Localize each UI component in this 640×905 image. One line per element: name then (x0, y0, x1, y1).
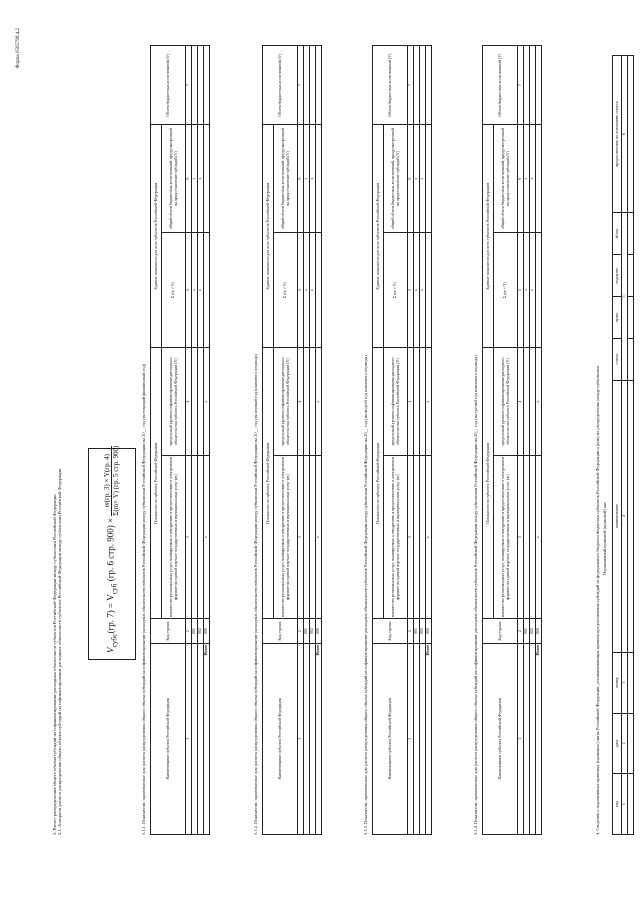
column-number: 1 (518, 643, 524, 834)
formula-numerator (103, 446, 112, 516)
total-code: 900 (536, 619, 542, 643)
column-number: 6 (408, 125, 414, 233)
formula-box (88, 445, 136, 660)
column-number: 2 (622, 713, 628, 774)
column-number: 4 (298, 348, 304, 456)
footer-col-header: предоставление по основанию статуса (613, 56, 622, 213)
footer-subtitle: Нормативный правовой (правовой) акт (602, 502, 607, 575)
cell-value[interactable]: x (310, 232, 316, 347)
cell-value: x (426, 455, 432, 619)
cell-value[interactable] (204, 232, 210, 347)
section-title: 3.1.2. Показатели, применяемые для расчета распределения общего объема субсидий на софинансирование расходных обязательств субъектов Российской Федерации между субъектами Российской Федерации на 20__ год (на первый год планового периода) (253, 354, 258, 835)
table-header-row (483, 46, 494, 835)
col-header-col3: количество региональных услуг, планируемых к внедрению и предоставлению в электронном формате на единой портале государственных и муниципальных услуг (m) (274, 455, 298, 619)
column-number: 1 (186, 643, 192, 834)
cell-value[interactable] (316, 46, 322, 125)
cell-code: 002 (198, 619, 204, 643)
col-header-col3: количество региональных услуг, планируемых к внедрению и предоставлению в электронном формате на единой портале государственных и муниципальных услуг (m) (494, 455, 518, 619)
col-header-col6: общий объем бюджетных ассигнований, предусмотренный на предоставление субсидий (V) (274, 125, 298, 233)
col-header-group2: Единые показатели для всех субъектов Российской Федерации (151, 125, 162, 348)
section-title: 3.1.4. Показатели, применяемые для расчета распределения общего объема субсидий на софинансирование расходных обязательств субъектов Российской Федерации между субъектами Российской Федерации на 20__ год (на третий год планового периода) (473, 355, 478, 835)
form-reference: Форма 0505798.4.2 (16, 28, 21, 69)
footer-col-header: абзац (613, 213, 622, 255)
col-header-group2: Единые показатели для всех субъектов Российской Федерации (373, 125, 384, 348)
table-header-row (373, 46, 384, 835)
cell-value[interactable] (426, 46, 432, 125)
column-number: 4 (622, 380, 628, 652)
col-header-group1: Показатели по субъекту Российской Федерации (151, 348, 162, 619)
column-number: 5 (408, 232, 414, 347)
total-row (426, 46, 432, 835)
intro-text (52, 35, 63, 835)
cell-value: x (426, 348, 432, 456)
column-number: 4 (408, 348, 414, 456)
footer-col-header: наименование (613, 380, 622, 652)
cell-value[interactable] (628, 713, 634, 774)
col-header-group1: Показатели по субъекту Российской Федерации (483, 348, 494, 619)
cell-value[interactable] (628, 297, 634, 339)
column-number: 7 (408, 46, 414, 125)
col-header-code: Код строки (373, 619, 408, 643)
column-number: 1 (622, 774, 628, 835)
col-header-col4: предельный уровень софинансирования расходного обязательства субъекта Российской Федерации (Y) (494, 348, 518, 456)
table-header-row (263, 46, 274, 835)
total-label: Итого (204, 643, 210, 834)
col-header-col5: Σ (m × Y) (384, 232, 408, 347)
column-number: 3 (518, 455, 524, 619)
col-header-code: Код строки (483, 619, 518, 643)
col-header-col6: общий объем бюджетных ассигнований, предусмотренный на предоставление субсидий (V) (384, 125, 408, 233)
cell-value[interactable] (628, 213, 634, 255)
table-header-row (151, 46, 162, 835)
column-number: 5 (622, 213, 628, 380)
total-row (316, 46, 322, 835)
column-number: 3 (186, 455, 192, 619)
footer-col-header: номер (613, 652, 622, 713)
cell-value[interactable] (628, 774, 634, 835)
total-code: 900 (316, 619, 322, 643)
footer-section (595, 366, 607, 835)
cell-value[interactable]: x (310, 125, 316, 233)
total-label: Итого (426, 643, 432, 834)
col-header-col5: Σ (m × Y) (274, 232, 298, 347)
cell-value[interactable] (316, 125, 322, 233)
col-header-group1: Показатели по субъекту Российской Федерации (263, 348, 274, 619)
col-header-7: Объем бюджетных ассигнований (V) (263, 46, 298, 125)
cell-value[interactable] (628, 652, 634, 713)
col-header-group1: Показатели по субъекту Российской Федерации (373, 348, 384, 619)
footer-col-header: вид (613, 774, 622, 835)
col-header-col3: количество региональных услуг, планируемых к внедрению и предоставлению в электронном формате на единой портале государственных и муниципальных услуг (m) (384, 455, 408, 619)
column-number: 6 (298, 125, 304, 233)
section-table (262, 45, 322, 835)
footer-table (612, 55, 634, 835)
formula-num-m: m (103, 502, 111, 508)
column-number: 2 (408, 619, 414, 643)
column-number: 5 (518, 232, 524, 347)
column-number: 5 (186, 232, 192, 347)
cell-value[interactable]: x (198, 125, 204, 233)
cell-value[interactable] (536, 46, 542, 125)
column-number: 2 (186, 619, 192, 643)
footer-title: 4. Сведения о нормативных правовых (правовых) актах Российской Федерации, устанавливающих правила предоставления субсидий из федерального бюджета бюджетам субъектов Российской Федерации и (или) их распределения между субъектами (595, 366, 600, 835)
cell-code: 001 (192, 619, 198, 643)
cell-value[interactable]: x (420, 232, 426, 347)
formula-denominator (112, 446, 120, 516)
formula-v-sub: суб (109, 583, 119, 595)
table-header-row (613, 56, 622, 835)
col-header-code: Код строки (263, 619, 298, 643)
formula-den-rest: (m (112, 503, 120, 512)
footer-col-header: подпункт (613, 255, 622, 297)
section-table (372, 45, 432, 835)
col-header-name: Наименование субъекта Российской Федерации (151, 643, 186, 834)
table-row (628, 56, 634, 835)
cell-value: x (204, 455, 210, 619)
column-number: 2 (518, 619, 524, 643)
col-header-col5: Σ (m × Y) (494, 232, 518, 347)
formula-lhs-sub: субс (109, 633, 119, 648)
col-header-name: Наименование субъекта Российской Федерации (263, 643, 298, 834)
col-header-7: Объем бюджетных ассигнований (V) (151, 46, 186, 125)
col-header-code: Код строки (151, 619, 186, 643)
column-number: 5 (298, 232, 304, 347)
col-header-name: Наименование субъекта Российской Федерации (483, 643, 518, 834)
column-number: 6 (186, 125, 192, 233)
cell-value[interactable]: x (414, 125, 420, 233)
col-header-col5: Σ (m × Y) (162, 232, 186, 347)
formula-den-tail: × Y) (гр. 5 стр. 900) (112, 445, 120, 504)
formula-num-tail: (гр. 4) (103, 454, 111, 473)
total-row (536, 46, 542, 835)
cell-code: 001 (414, 619, 420, 643)
column-number: 1 (408, 643, 414, 834)
col-header-7: Объем бюджетных ассигнований (V) (373, 46, 408, 125)
cell-value[interactable] (628, 338, 634, 380)
cell-value[interactable] (316, 232, 322, 347)
cell-value[interactable]: x (414, 232, 420, 347)
column-number: 7 (518, 46, 524, 125)
formula-mid: (гр. 6 стр. 900) × (105, 517, 116, 582)
total-label: Итого (316, 643, 322, 834)
cell-value[interactable] (426, 232, 432, 347)
cell-code: 001 (524, 619, 530, 643)
formula (103, 446, 120, 653)
formula-den-sigma: Σ (112, 511, 120, 516)
column-number: 6 (622, 56, 628, 213)
column-number: 3 (298, 455, 304, 619)
col-header-name: Наименование субъекта Российской Федерации (373, 643, 408, 834)
column-number: 6 (518, 125, 524, 233)
section-table (482, 45, 542, 835)
column-number: 3 (622, 652, 628, 713)
column-number: 1 (298, 643, 304, 834)
cell-value[interactable] (628, 380, 634, 652)
col-header-col6: общий объем бюджетных ассигнований, предусмотренный на предоставление субсидий (V) (494, 125, 518, 233)
column-number: 3 (408, 455, 414, 619)
col-header-group2: Единые показатели для всех субъектов Российской Федерации (483, 125, 494, 348)
column-number: 7 (186, 46, 192, 125)
formula-num-rest: (гр. 3) × Y (103, 472, 111, 503)
cell-value: x (316, 348, 322, 456)
total-row (204, 46, 210, 835)
col-header-group2: Единые показатели для всех субъектов Российской Федерации (263, 125, 274, 348)
formula-lhs-rest: (гр. 7) = V (105, 594, 116, 634)
cell-code: 002 (310, 619, 316, 643)
cell-code: 001 (304, 619, 310, 643)
section-title: 3.1.3. Показатели, применяемые для расчета распределения общего объема субсидий на софинансирование расходных обязательств субъектов Российской Федерации между субъектами Российской Федерации на 20__ год (на второй год планового периода) (363, 355, 368, 835)
cell-value[interactable]: x (192, 125, 198, 233)
cell-value[interactable] (204, 125, 210, 233)
cell-value[interactable] (426, 125, 432, 233)
cell-value[interactable]: x (530, 125, 536, 233)
cell-value: x (204, 348, 210, 456)
col-header-col4: предельный уровень софинансирования расходного обязательства субъекта Российской Федерации (Y) (274, 348, 298, 456)
intro-line-1: 3. Расчет распределения общего объема субсидий на софинансирование расходных обязательств субъектов Российской Федерации между субъектами Российской Федерации (52, 494, 57, 835)
cell-value[interactable] (536, 232, 542, 347)
footer-col-header: статья (613, 338, 622, 380)
cell-code: 002 (420, 619, 426, 643)
cell-value[interactable] (628, 255, 634, 297)
cell-value[interactable]: x (304, 125, 310, 233)
column-number: 4 (518, 348, 524, 456)
col-header-col4: предельный уровень софинансирования расходного обязательства субъекта Российской Федерации (Y) (162, 348, 186, 456)
total-label: Итого (536, 643, 542, 834)
cell-value[interactable]: x (530, 232, 536, 347)
intro-line-2: 3.1. Алгоритм расчета распределения общего объема субсидий на софинансирование расходных обязательств субъектов Российской Федерации между субъектами Российской Федерации (57, 468, 63, 835)
cell-value[interactable]: x (192, 232, 198, 347)
cell-value: x (316, 455, 322, 619)
footer-col-header: дата (613, 713, 622, 774)
cell-value[interactable] (204, 46, 210, 125)
cell-code: 002 (530, 619, 536, 643)
col-header-col6: общий объем бюджетных ассигнований, предусмотренный на предоставление субсидий (V) (162, 125, 186, 233)
column-number: 4 (186, 348, 192, 456)
col-header-col3: количество региональных услуг, планируемых к внедрению и предоставлению в электронном формате на единой портале государственных и муниципальных услуг (m) (162, 455, 186, 619)
total-code: 900 (204, 619, 210, 643)
total-code: 900 (426, 619, 432, 643)
cell-value[interactable]: x (304, 232, 310, 347)
cell-value[interactable]: x (524, 125, 530, 233)
cell-value[interactable]: x (420, 125, 426, 233)
formula-fraction (103, 446, 120, 516)
col-header-col4: предельный уровень софинансирования расходного обязательства субъекта Российской Федерации (Y) (384, 348, 408, 456)
cell-value: x (536, 455, 542, 619)
cell-value[interactable]: x (198, 232, 204, 347)
cell-value: x (536, 348, 542, 456)
column-number: 7 (298, 46, 304, 125)
section-table (150, 45, 210, 835)
formula-lhs: V (105, 647, 116, 653)
cell-value[interactable] (628, 56, 634, 213)
section-title: 3.1.1. Показатели, применяемые для расчета распределения общего объема субсидий на софинансирование расходных обязательств субъектов Российской Федерации между субъектами Российской Федерации на 20__ год (на текущий финансовый год) (141, 363, 146, 835)
footer-col-header: пункт (613, 297, 622, 339)
cell-value[interactable] (536, 125, 542, 233)
column-number: 2 (298, 619, 304, 643)
col-header-7: Объем бюджетных ассигнований (V) (483, 46, 518, 125)
cell-value[interactable]: x (524, 232, 530, 347)
